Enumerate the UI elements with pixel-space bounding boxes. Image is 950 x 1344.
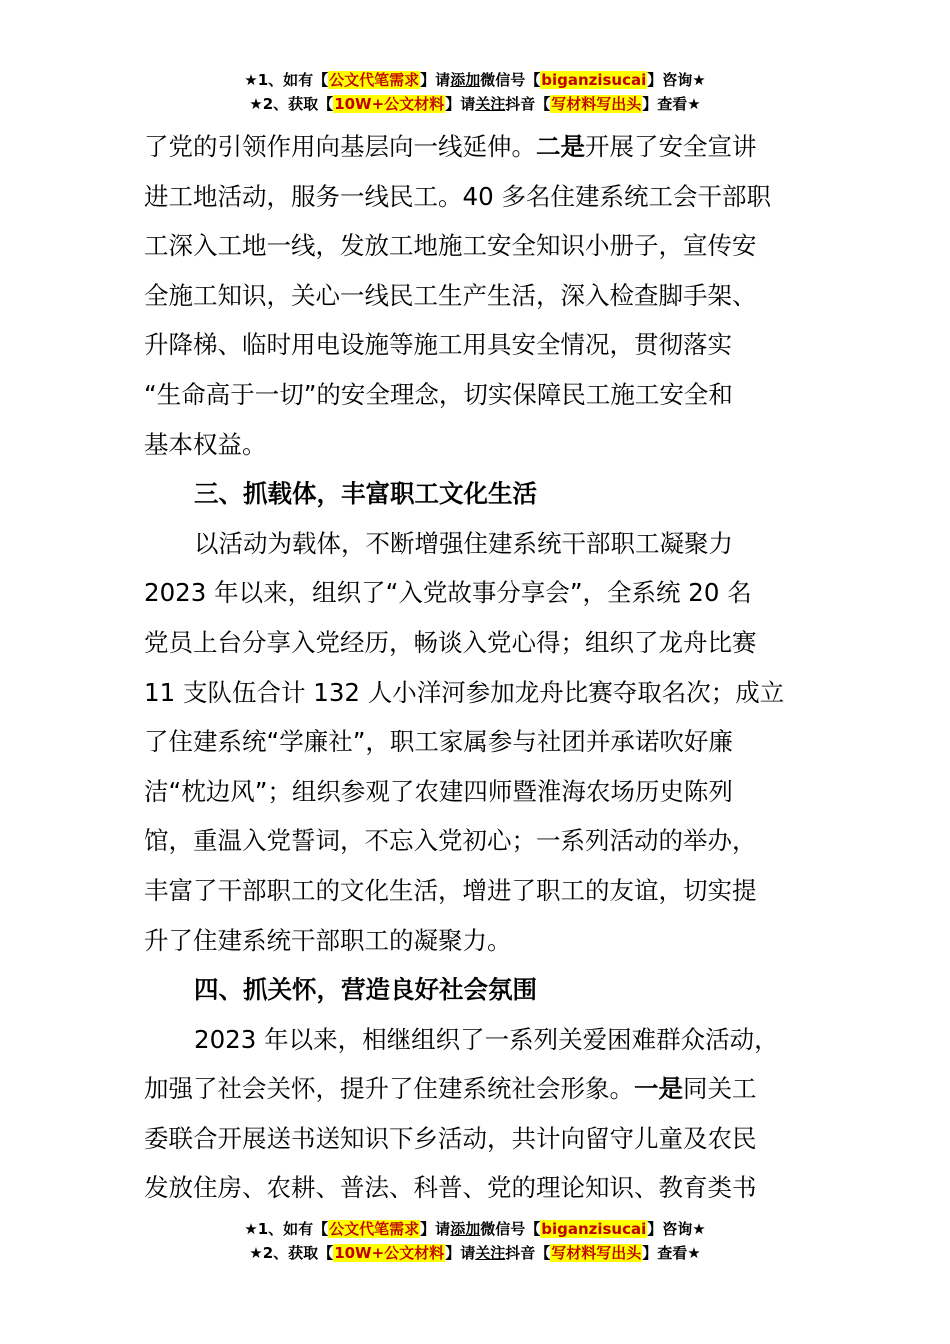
highlight-service: 公文代笔需求: [329, 71, 420, 89]
highlight-douyin-account: 写材料写出头: [551, 1244, 642, 1262]
text-line: 加强了社会关怀，提升了住建系统社会形象。一是同关工: [144, 1074, 757, 1104]
text-line: 馆，重温入党誓词，不忘入党初心；一系列活动的举办，: [144, 826, 757, 856]
text-line: 升了住建系统干部职工的凝聚力。: [144, 925, 512, 955]
highlight-materials: 10W+公文材料: [334, 1244, 445, 1262]
section-heading: 四、抓关怀，营造良好社会氛围: [194, 975, 537, 1005]
text-line: 基本权益。: [144, 429, 267, 459]
text-line: 进工地活动，服务一线民工。40 多名住建系统工会干部职: [144, 181, 771, 211]
text-line: 了住建系统“学廉社”，职工家属参与社团并承诺吹好廉: [144, 727, 733, 757]
paragraph-first-line: 2023 年以来，相继组织了一系列关爱困难群众活动，: [194, 1024, 779, 1054]
header-line-2: ★2、获取【10W+公文材料】请关注抖音【写材料写出头】查看★: [249, 95, 701, 113]
text-line: 发放住房、农耕、普法、科普、党的理论知识、教育类书: [144, 1173, 757, 1203]
text-line: 工深入工地一线，发放工地施工安全知识小册子，宣传安: [144, 231, 757, 261]
highlight-wechat-id: biganzisucai: [541, 1220, 647, 1238]
text-line: “生命高于一切”的安全理念，切实保障民工施工安全和: [144, 379, 733, 409]
text-line: 党员上台分享入党经历，畅谈入党心得；组织了龙舟比赛: [144, 627, 757, 657]
emphasis-label: 二是: [536, 132, 585, 161]
footer-line-2: ★2、获取【10W+公文材料】请关注抖音【写材料写出头】查看★: [249, 1244, 701, 1262]
text-line: 洁“枕边风”；组织参观了农建四师暨淮海农场历史陈列: [144, 776, 733, 806]
highlight-materials: 10W+公文材料: [334, 95, 445, 113]
highlight-douyin-account: 写材料写出头: [551, 95, 642, 113]
text-line: 全施工知识，关心一线民工生产生活，深入检查脚手架、: [144, 280, 757, 310]
text-line: 委联合开展送书送知识下乡活动，共计向留守儿童及农民: [144, 1123, 757, 1153]
highlight-wechat-id: biganzisucai: [541, 71, 647, 89]
header-banner: [0, 68, 950, 116]
paragraph-first-line: 以活动为载体，不断增强住建系统干部职工凝聚力: [194, 528, 733, 558]
header-line-1: ★1、如有【公文代笔需求】请添加微信号【biganzisucai】咨询★: [244, 71, 706, 89]
text-line: 2023 年以来，组织了“入党故事分享会”，全系统 20 名: [144, 578, 752, 608]
text-line: 升降梯、临时用电设施等施工用具安全情况，贯彻落实: [144, 330, 732, 360]
emphasis-label: 一是: [634, 1074, 683, 1104]
footer-banner: [0, 1217, 950, 1265]
section-heading: 三、抓载体，丰富职工文化生活: [194, 479, 537, 509]
text-line: 丰富了干部职工的文化生活，增进了职工的友谊，切实提: [144, 875, 757, 905]
text-line: 了党的引领作用向基层向一线延伸。二是开展了安全宣讲: [144, 132, 757, 161]
footer-line-1: ★1、如有【公文代笔需求】请添加微信号【biganzisucai】咨询★: [244, 1220, 706, 1238]
document-body: [144, 122, 806, 1213]
highlight-service: 公文代笔需求: [329, 1220, 420, 1238]
text-line: 11 支队伍合计 132 人小洋河参加龙舟比赛夺取名次；成立: [144, 677, 785, 707]
